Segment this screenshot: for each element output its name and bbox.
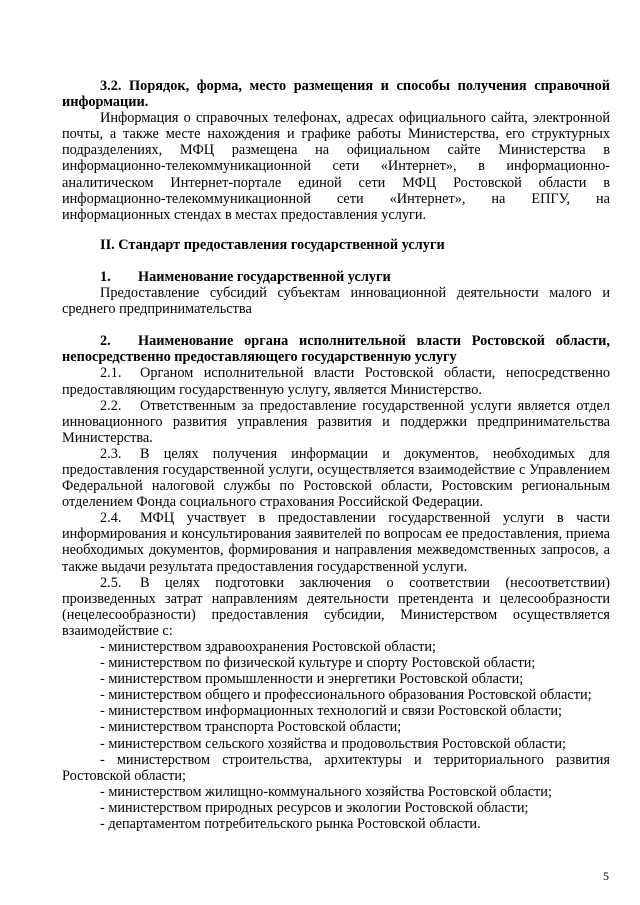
page-number: 5 <box>603 869 609 883</box>
clause-2-2 <box>62 398 610 446</box>
clause-number: 2.3. <box>100 445 122 462</box>
list-item: - министерством сельского хозяйства и продовольствия Ростовской области; <box>100 735 566 752</box>
list-item: - министерством общего и профессионального образования Ростовской области; <box>100 687 592 704</box>
clause-text: Органом исполнительной власти Ростовской области, непосредственно предоставляющим государственную услугу, является Министерство. <box>62 365 610 398</box>
section-2-title: Наименование органа исполнительной власти Ростовской области, непосредственно предоставляющего государственную услугу <box>62 333 610 366</box>
list-item: - министерством по физической культуре и спорту Ростовской области; <box>100 655 536 672</box>
clause-2-3 <box>62 446 610 510</box>
section-3-2-text: Информация о справочных телефонах, адресах официального сайта, электронной почты, а также месте нахождения и графике работы Министерства, его структурных подразделениях, МФЦ размещена на официальном сайте Министерства в информационно-телекоммуникационной сети «Интернет», в информационно-аналитическом Интернет-портале единой сети МФЦ Ростовской области в информационно-телекоммуникационной сети «Интернет», на ЕПГУ, на информационных стендах в местах предоставления услуги. <box>62 110 610 223</box>
section-1-heading <box>62 269 610 285</box>
document-page <box>62 78 610 832</box>
clause-2-5 <box>62 575 610 639</box>
clause-number: 2.5. <box>100 574 122 591</box>
list-item: - министерством жилищно-коммунального хозяйства Ростовской области; <box>100 783 552 800</box>
section-ii-heading: II. Стандарт предоставления государственной услуги <box>100 236 445 253</box>
clause-text: МФЦ участвует в предоставлении государственной услуги в части информирования и консультирования заявителей по вопросам ее предоставления, приема необходимых документов, формирования и направления межведомственных запросов, а также выдачи результата предоставления государственной услуги. <box>62 510 610 575</box>
clause-text: В целях подготовки заключения о соответствии (несоответствии) произведенных затрат направлениям деятельности претендента и целесообразности (нецелесообразности) предоставления субсидии, Министерством осуществляется взаимодействие с: <box>62 574 610 639</box>
list-item: - министерством промышленности и энергетики Ростовской области; <box>100 671 524 688</box>
list-item: - министерством природных ресурсов и экологии Ростовской области; <box>100 799 529 816</box>
clause-2-4 <box>62 510 610 574</box>
clause-text: В целях получения информации и документов, необходимых для предоставления государственной услуги, осуществляется взаимодействие с Управлением Федеральной налоговой службы по Ростовской области, Ростовским региональным отделением Фонда социального страхования Российской Федерации. <box>62 445 610 511</box>
list-item: - министерством строительства, архитектуры и территориального развития Ростовской области; <box>62 751 610 784</box>
clause-text: Ответственным за предоставление государственной услуги является отдел инновационного развития управления развития и поддержки предпринимательства Министерства. <box>62 397 610 446</box>
clause-number: 2.4. <box>100 510 122 527</box>
clause-number: 2.1. <box>100 365 122 382</box>
list-item: - министерством информационных технологий и связи Ростовской области; <box>100 703 562 720</box>
section-3-2-heading: 3.2. Порядок, форма, место размещения и способы получения справочной информации. <box>62 78 610 111</box>
list-item: - департаментом потребительского рынка Ростовской области. <box>100 816 481 833</box>
section-2-heading <box>62 333 610 365</box>
list-item: - министерством здравоохранения Ростовской области; <box>100 639 437 655</box>
section-2-number: 2. <box>100 333 111 350</box>
section-1-number: 1. <box>100 268 111 285</box>
list-item: - министерством транспорта Ростовской области; <box>100 719 402 736</box>
section-1-text: Предоставление субсидий субъектам инновационной деятельности малого и среднего предпринимательства <box>62 285 610 318</box>
clause-number: 2.2. <box>100 397 122 414</box>
section-1-title: Наименование государственной услуги <box>138 268 391 285</box>
clause-2-1 <box>62 365 610 397</box>
